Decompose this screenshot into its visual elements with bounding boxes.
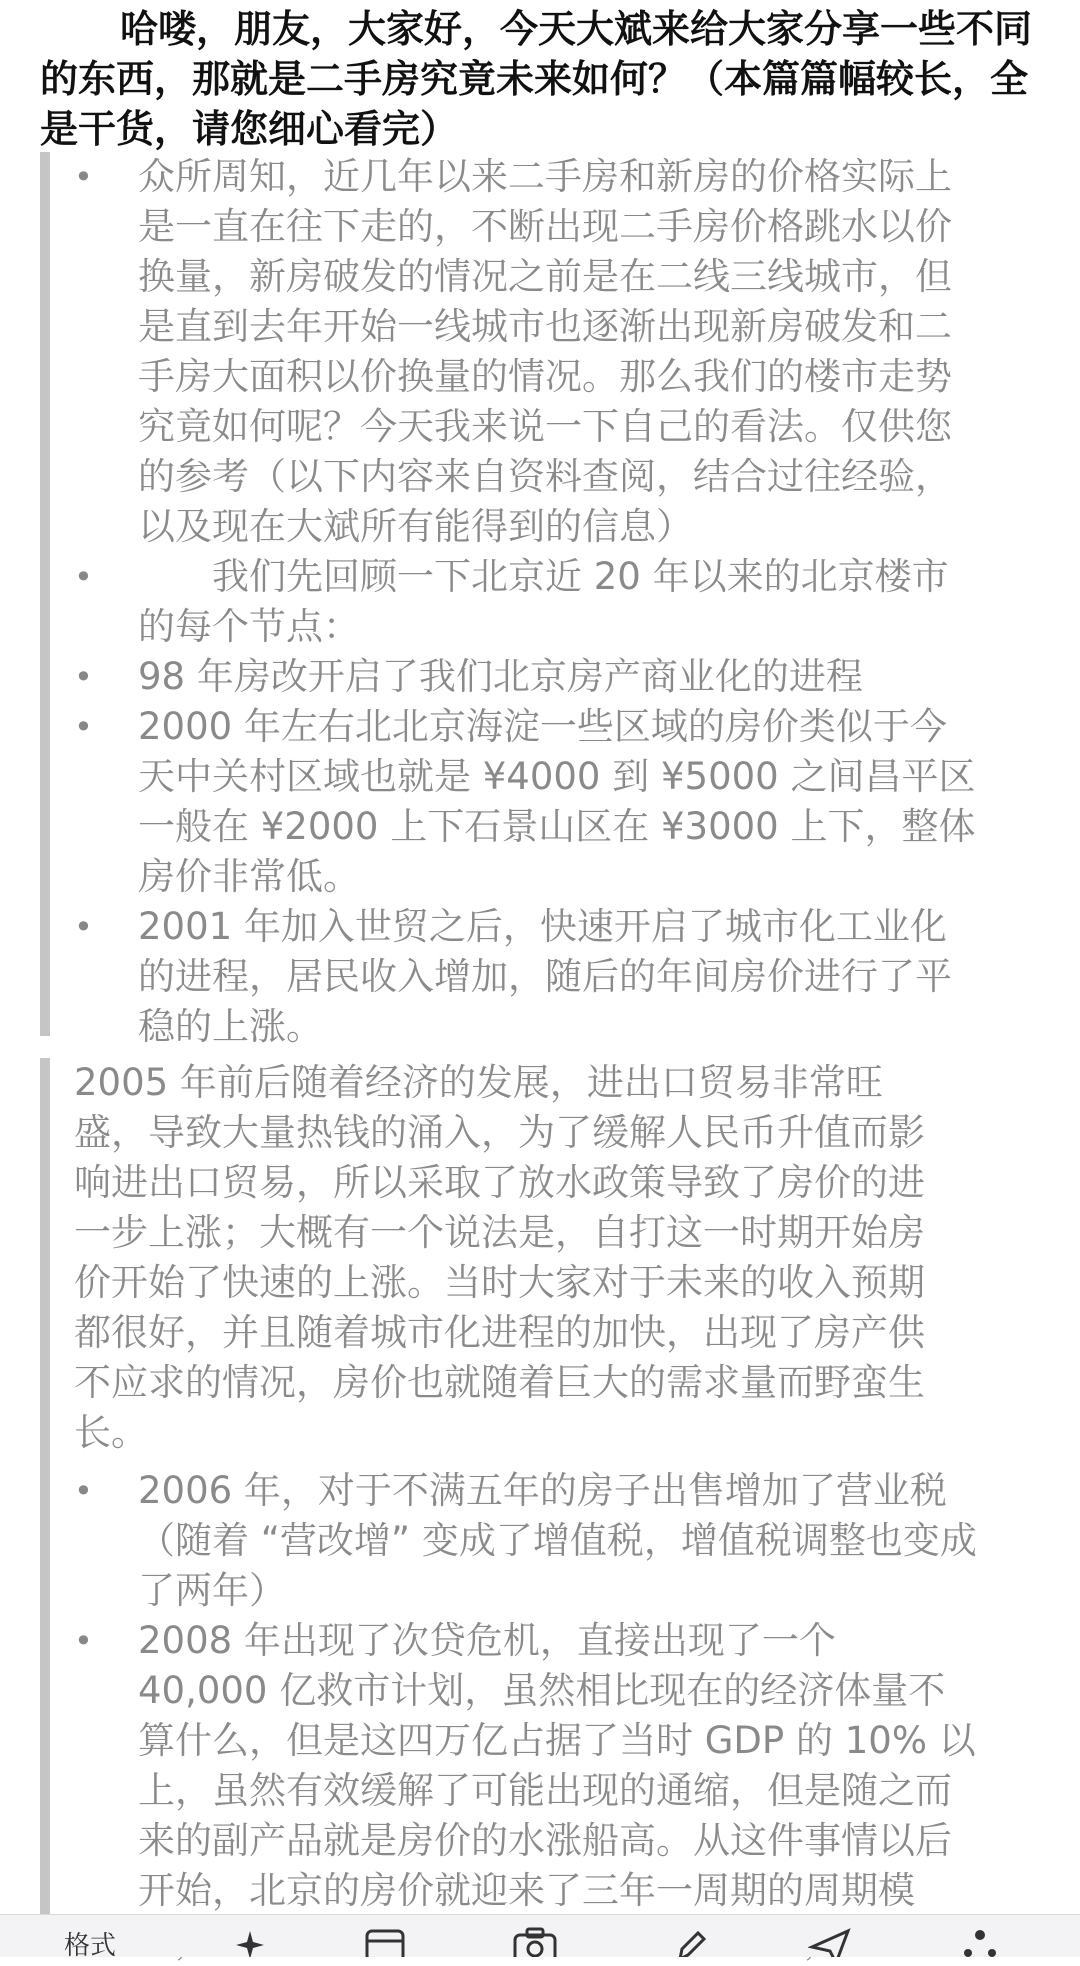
bullet-dot: •	[74, 658, 93, 696]
list-item-text: 2008 年出现了次贷危机，直接出现了一个 40,000 亿救市计划，虽然相比现在的经济体量不 算什么，但是这四万亿占据了当时 GDP 的 10% 以 上，虽然有效缓解了可能出现的通缩，但是随之而 来的副产品就是房价的水涨船高。从这件事情以后 开始，北京的房价就迎来了三年一周期的周期模	[138, 1619, 976, 1912]
bottom-toolbar	[0, 1914, 1080, 1957]
list-item-text: 2000 年左右北北京海淀一些区域的房价类似于今 天中关村区域也就是 ¥4000 到 ¥5000 之间昌平区 一般在 ¥2000 上下石景山区在 ¥3000 上下，整体 房价非常低。	[138, 705, 976, 898]
paragraph-2005: 2005 年前后随着经济的发展，进出口贸易非常旺 盛，导致大量热钱的涌入，为了缓解人民币升值而影 响进出口贸易，所以采取了放水政策导致了房价的进 一步上涨；大概有一个说法是，自打这一时期开始房 价开始了快速的上涨。当时大家对于未来的收入预期 都很好，并且随着城市化进程的加快，出现了房产供 不应求的情况，房价也就随着巨大的需求量而野蛮生 长。	[74, 1061, 925, 1454]
bullet-dot: •	[74, 1622, 93, 1660]
bullet-dot: •	[74, 708, 93, 746]
format-button[interactable]: 格式	[63, 1931, 116, 1957]
list-item-text: 98 年房改开启了我们北京房产商业化的进程	[138, 655, 863, 698]
sparkle-icon[interactable]	[220, 1925, 280, 1957]
more-icon[interactable]	[950, 1925, 1010, 1957]
blockquote-history	[40, 152, 1050, 1048]
send-icon[interactable]	[800, 1925, 860, 1957]
bullet-dot: •	[74, 908, 93, 946]
table-icon[interactable]	[355, 1925, 415, 1957]
bullet-dot: •	[74, 158, 93, 196]
bullet-dot: •	[74, 1472, 93, 1510]
intro-paragraph: 哈喽，朋友，大家好，今天大斌来给大家分享一些不同的东西，那就是二手房究竟未来如何？（本篇篇幅较长，全是干货，请您细心看完）	[40, 7, 1033, 151]
list-item-text: 2006 年，对于不满五年的房子出售增加了营业税 （随着 “营改增” 变成了增值税，增值税调整也变成 了两年）	[138, 1469, 977, 1612]
list-item-text: 我们先回顾一下北京近 20 年以来的北京楼市 的每个节点：	[138, 555, 949, 648]
list-item-text: 众所周知，近几年以来二手房和新房的价格实际上 是一直在往下走的，不断出现二手房价格跳水以价 换量，新房破发的情况之前是在二线三线城市，但 是直到去年开始一线城市也逐渐出现新房破发和二 手房大面积以价换量的情况。那么我们的楼市走势 究竟如何呢？今天我来说一下自己的看法。仅供您 的参考（以下内容来自资料查阅，结合过往经验， 以及现在大斌所有能得到的信息）	[138, 155, 952, 548]
camera-icon[interactable]	[505, 1925, 565, 1957]
pen-icon[interactable]	[660, 1925, 720, 1957]
bullet-dot: •	[74, 558, 93, 596]
list-item-text: 2001 年加入世贸之后，快速开启了城市化工业化 的进程，居民收入增加，随后的年间房价进行了平 稳的上涨。	[138, 905, 952, 1048]
blockquote-2005	[40, 1058, 1050, 1918]
